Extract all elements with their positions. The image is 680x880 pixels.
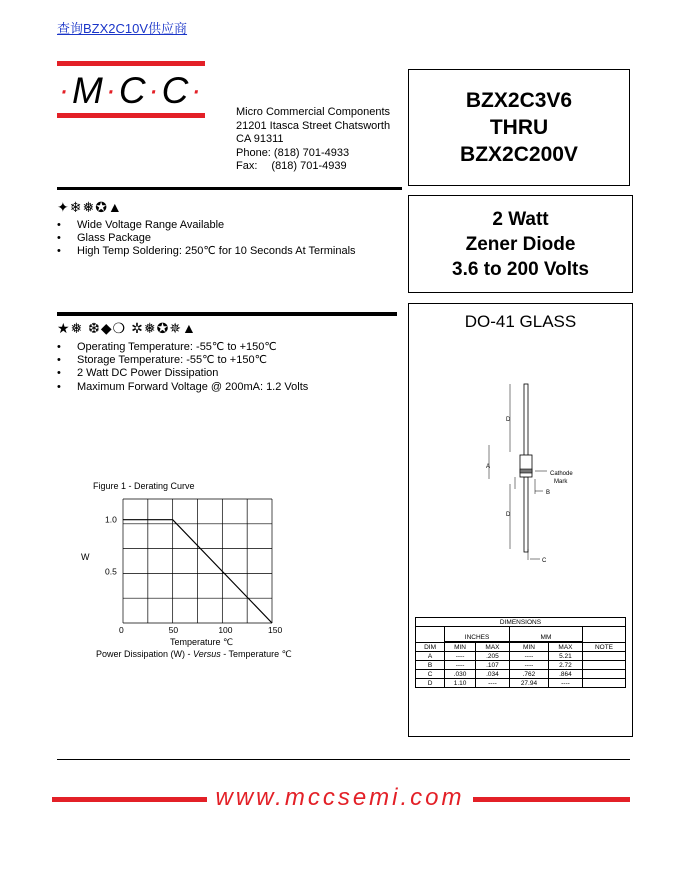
dim-table-cell (582, 652, 625, 661)
y-tick-label: 1.0 (105, 514, 117, 525)
dim-table-header: MIN (509, 643, 548, 652)
dim-table-cell: C (416, 670, 445, 679)
cathode-mark-label: Cathode Mark (550, 471, 573, 485)
package-box (408, 303, 633, 737)
dimensions-table (415, 617, 626, 688)
company-city: CA 91311 (236, 133, 284, 146)
y-tick-label: 0.5 (105, 566, 117, 577)
dim-table-cell: A (416, 652, 445, 661)
dim-table-header: DIM (416, 643, 445, 652)
dim-table-cell: .762 (509, 670, 548, 679)
chart-caption: Power Dissipation (W) - Versus - Temperature ℃ (96, 649, 292, 659)
dim-table-header: MAX (475, 643, 509, 652)
datasheet-supplier-link[interactable]: 查询BZX2C10V供应商 (57, 21, 188, 36)
company-name: Micro Commercial Components (236, 106, 391, 118)
dim-label-b: B (546, 490, 551, 496)
dim-table-cell: D (416, 679, 445, 688)
dim-group-mm: MM (509, 627, 582, 642)
x-tick-label: 150 (268, 625, 283, 635)
feature-item: • Glass Package (57, 232, 356, 245)
feature-item: • High Temp Soldering: 250℃ for 10 Seconds At Terminals (57, 245, 356, 258)
dim-table-cell: 27.94 (509, 679, 548, 688)
dim-label-d-bottom: D (506, 512, 511, 518)
dim-label-d-top: D (506, 417, 511, 423)
dim-table-header: MIN (445, 643, 476, 652)
dim-table-cell: 5.21 (548, 652, 582, 661)
chart-y-label: W (81, 552, 90, 562)
footer-rule (57, 759, 630, 760)
dim-table-row (416, 670, 626, 679)
desc-line-1: 2 Watt (492, 208, 549, 230)
x-tick-label: 50 (168, 625, 179, 635)
x-tick-label: 0 (119, 625, 124, 635)
dim-table-cell: .864 (548, 670, 582, 679)
dim-table-cell: ---- (475, 679, 509, 688)
dim-table-cell: .107 (475, 661, 509, 670)
dim-table-cell: ---- (509, 652, 548, 661)
desc-line-2: Zener Diode (465, 233, 576, 255)
company-fax: Fax: (818) 701-4939 (236, 160, 347, 173)
dim-table-row (416, 679, 626, 688)
rating-item: • Storage Temperature: -55℃ to +150℃ (57, 354, 308, 367)
rating-item: • Maximum Forward Voltage @ 200mA: 1.2 Volts (57, 381, 308, 394)
dim-table-cell: ---- (548, 679, 582, 688)
dim-table-cell: 1.10 (445, 679, 476, 688)
dim-group-inches: INCHES (445, 627, 510, 642)
website-url[interactable]: www.mccsemi.com (0, 784, 680, 812)
dim-table-cell: .030 (445, 670, 476, 679)
dim-table-title: DIMENSIONS (416, 618, 626, 627)
ratings-heading: ★❅ ❆◆❍ ✲❅✪✵▲ (57, 320, 197, 336)
rating-item: • 2 Watt DC Power Dissipation (57, 367, 308, 380)
rating-item: • Operating Temperature: -55℃ to +150℃ (57, 341, 308, 354)
x-tick-label: 100 (218, 625, 233, 635)
package-title: DO-41 GLASS (464, 312, 577, 331)
chart-x-label: Temperature ℃ (170, 637, 234, 647)
dim-table-cell: ---- (445, 661, 476, 670)
part-line-3: BZX2C200V (460, 143, 578, 166)
dim-table-cell (582, 661, 625, 670)
dim-table-cell (582, 670, 625, 679)
dim-table-cell: .205 (475, 652, 509, 661)
dim-table-cell: 2.72 (548, 661, 582, 670)
dim-table-cell: .034 (475, 670, 509, 679)
dim-table-cell: ---- (445, 652, 476, 661)
dim-table-header: MAX (548, 643, 582, 652)
dim-table-row (416, 652, 626, 661)
feature-item: • Wide Voltage Range Available (57, 219, 356, 232)
part-line-1: BZX2C3V6 (465, 89, 573, 112)
dim-table-row (416, 661, 626, 670)
dim-table-header: NOTE (582, 643, 625, 652)
dim-table-cell: B (416, 661, 445, 670)
company-phone: Phone: (818) 701-4933 (236, 146, 350, 159)
features-heading: ✦❄❅✪▲ (57, 199, 123, 215)
desc-line-3: 3.6 to 200 Volts (452, 258, 589, 280)
chart-title: Figure 1 - Derating Curve (93, 481, 195, 491)
dim-label-a: A (486, 464, 491, 470)
mcc-logo: ·M·C·C· (59, 70, 203, 111)
part-line-2: THRU (489, 116, 549, 139)
dim-table-cell: ---- (509, 661, 548, 670)
dim-table-cell (582, 679, 625, 688)
company-street: 21201 Itasca Street Chatsworth (236, 119, 391, 132)
dim-label-c: C (542, 558, 547, 564)
